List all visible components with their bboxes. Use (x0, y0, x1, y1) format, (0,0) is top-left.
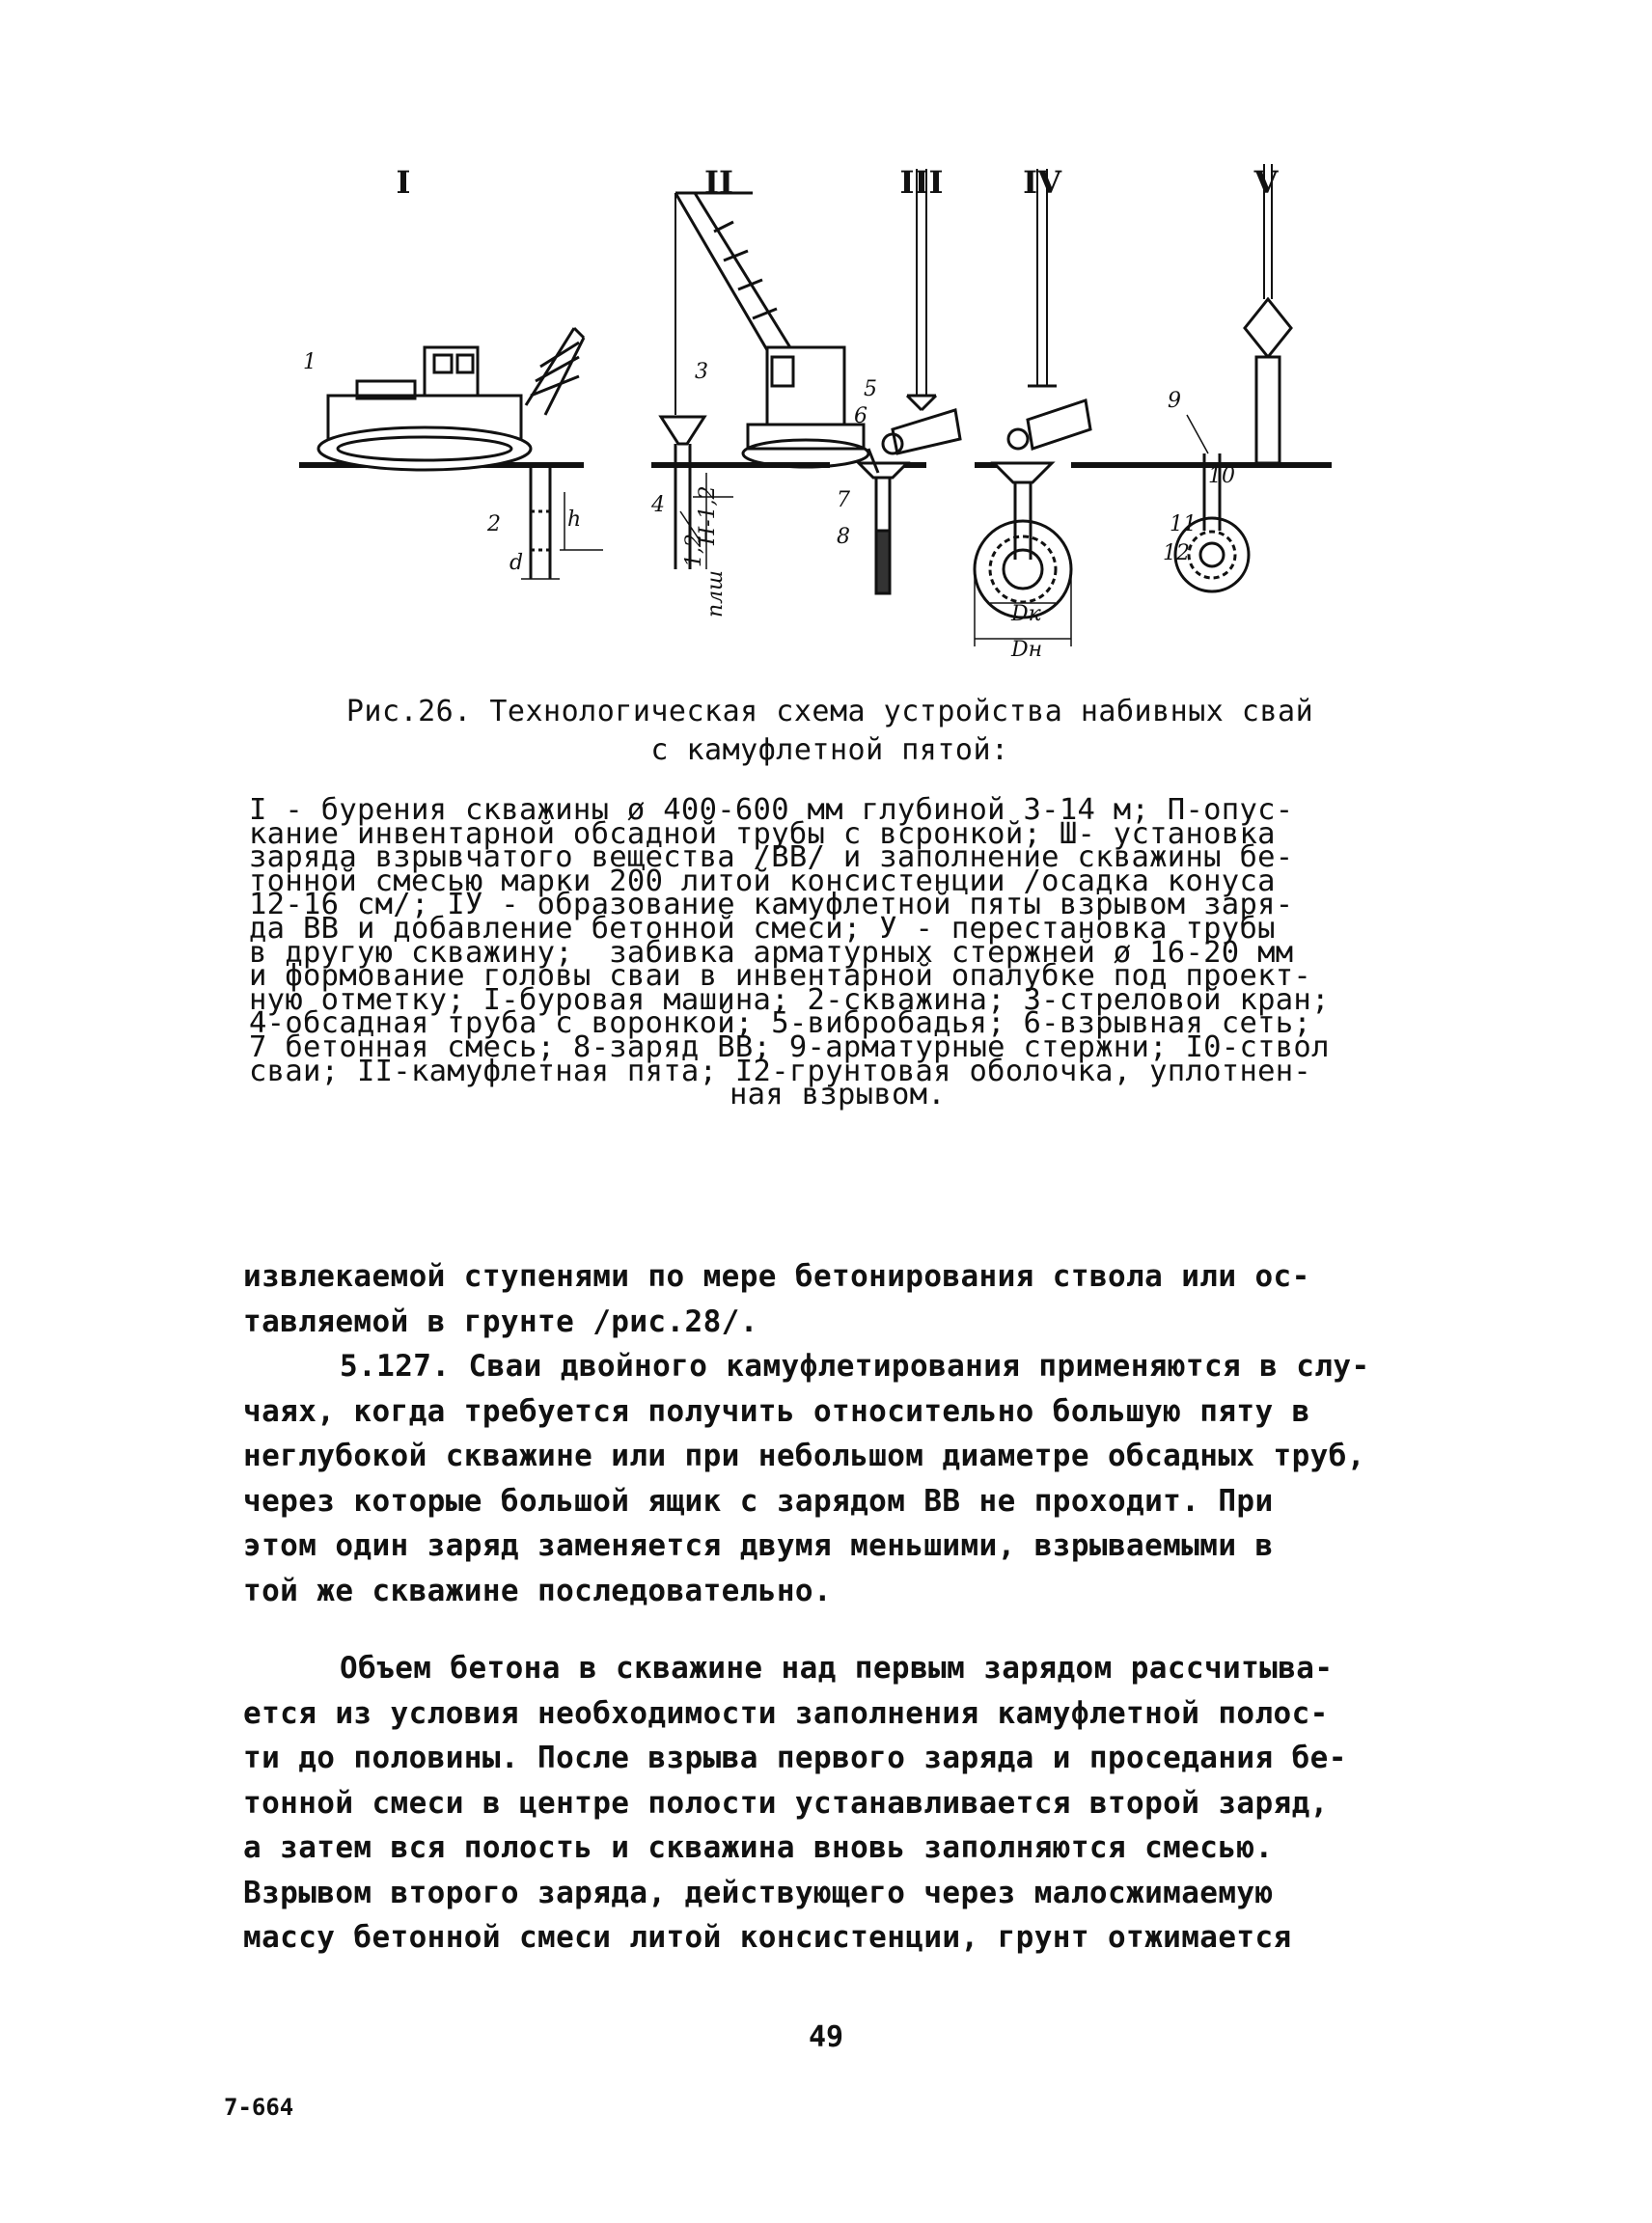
legend-line: заряда взрывчатого вещества /ВВ/ и заполнение скважины бе- (249, 840, 1294, 875)
figure-caption (261, 693, 1399, 770)
dimension-dn: Dн (1011, 638, 1043, 662)
paragraph-line: извлекаемой ступенями по мере бетонирования ствола или ос- (243, 1259, 1310, 1294)
legend-line: I - бурения скважины ø 400-600 мм глубиной 3-14 м; П-опус- (249, 793, 1294, 827)
callout-3: 3 (695, 360, 708, 384)
paragraph-line: 5.127. Сваи двойного камуфлетирования применяются в слу- (340, 1349, 1370, 1384)
paragraph-line: через которые большой ящик с зарядом ВВ не проходит. При (243, 1483, 1274, 1519)
legend-line: в другую скважину; забивка арматурных стержней ø 16-20 мм (249, 935, 1294, 970)
callout-7: 7 (837, 488, 850, 512)
document-code: 7-664 (224, 2094, 294, 2121)
dimension-pl: плш (703, 569, 728, 618)
stage-numeral-4: IV (1023, 164, 1061, 201)
paragraph-line: ти до половины. После взрыва первого заряда и проседания бе- (243, 1741, 1347, 1775)
legend-line: сваи; II-камуфлетная пята; I2-грунтовая оболочка, уплотнен- (249, 1054, 1312, 1088)
callout-1: 1 (303, 350, 317, 374)
stage-numeral-3: III (899, 164, 944, 201)
paragraph-line: тавляемой в грунте /рис.28/. (243, 1304, 758, 1339)
dimension-dk: Dк (1011, 602, 1041, 626)
crawler-crane-drawing (675, 193, 868, 467)
technological-scheme-figure (289, 164, 1447, 675)
paragraph-line: Объем бетона в скважине над первым зарядом рассчитыва- (340, 1651, 1334, 1686)
stage-numeral-2: II (704, 164, 733, 201)
paragraph-line: тонной смеси в центре полости устанавливается второй заряд, (243, 1785, 1329, 1821)
callout-10: 10 (1208, 464, 1235, 488)
paragraph-line: неглубокой скважине или при небольшом диаметре обсадных труб, (243, 1439, 1365, 1473)
dimension-1-2: 1,2 (682, 534, 706, 567)
figure-drawing (289, 164, 1447, 675)
paragraph-line: ется из условия необходимости заполнения камуфлетной полос- (243, 1695, 1329, 1731)
callout-6: 6 (854, 404, 867, 428)
callout-12: 12 (1163, 541, 1190, 565)
callout-9: 9 (1168, 389, 1181, 413)
legend-line: и формование головы сваи в инвентарной опалубке под проект- (249, 959, 1312, 994)
callout-5: 5 (864, 377, 877, 401)
paragraph-gap (243, 1613, 1430, 1646)
paragraph-concrete-volume (243, 1646, 1430, 1961)
body-text (243, 1254, 1430, 1961)
dimension-d: d (509, 551, 524, 575)
stage-numeral-1: I (396, 164, 411, 201)
drilling-machine-drawing (318, 328, 584, 470)
paragraph-line: а затем вся полость и скважина вновь заполняются смесью. (243, 1830, 1274, 1865)
paragraph-line: массу бетонной смеси литой консистенции, грунт отжимается (243, 1920, 1292, 1955)
paragraph-line: Взрывом второго заряда, действующего через малосжимаемую (243, 1875, 1274, 1910)
figure-legend (249, 793, 1426, 1112)
callout-8: 8 (837, 525, 850, 549)
legend-line: тонной смесью марки 200 литой консистенции /осадка конуса (249, 864, 1276, 898)
legend-line: 4-обсадная труба с воронкой; 5-вибробадья; 6-взрывная сеть; (249, 1006, 1312, 1041)
paragraph-continuation (243, 1254, 1430, 1344)
dimension-h: h (567, 508, 582, 532)
legend-line: 12-16 см/; IУ - образование камуфлетной пяты взрывом заря- (249, 888, 1294, 922)
page-number: 49 (808, 2020, 844, 2054)
callout-11: 11 (1170, 512, 1197, 536)
figure-caption-title: Рис.26. Технологическая схема устройства набивных свай (345, 695, 1314, 728)
legend-line: кание инвентарной обсадной трубы с всронкой; Ш- установка (249, 816, 1276, 851)
paragraph-line: той же скважине последовательно. (243, 1573, 833, 1608)
legend-line: да ВВ и добавление бетонной смеси; У - перестановка трубы (249, 911, 1276, 946)
callout-4: 4 (651, 493, 665, 517)
paragraph-line: чаях, когда требуется получить относительно большую пяту в (243, 1393, 1310, 1429)
stage-numeral-5: V (1253, 164, 1279, 201)
legend-line: ную отметку; I-буровая машина; 2-скважина; 3-стреловой кран; (249, 982, 1330, 1017)
legend-line: ная взрывом. (730, 1078, 946, 1112)
figure-caption-subtitle: с камуфлетной пятой: (650, 733, 1009, 767)
paragraph-5-127 (243, 1344, 1430, 1613)
dimension-h-minus-1-2: H-1,2 (696, 485, 720, 545)
paragraph-line: этом один заряд заменяется двумя меньшими, взрываемыми в (243, 1528, 1274, 1563)
legend-line: 7 бетонная смесь; 8-заряд ВВ; 9-арматурные стержни; I0-ствол (249, 1029, 1330, 1064)
callout-2: 2 (487, 512, 501, 536)
